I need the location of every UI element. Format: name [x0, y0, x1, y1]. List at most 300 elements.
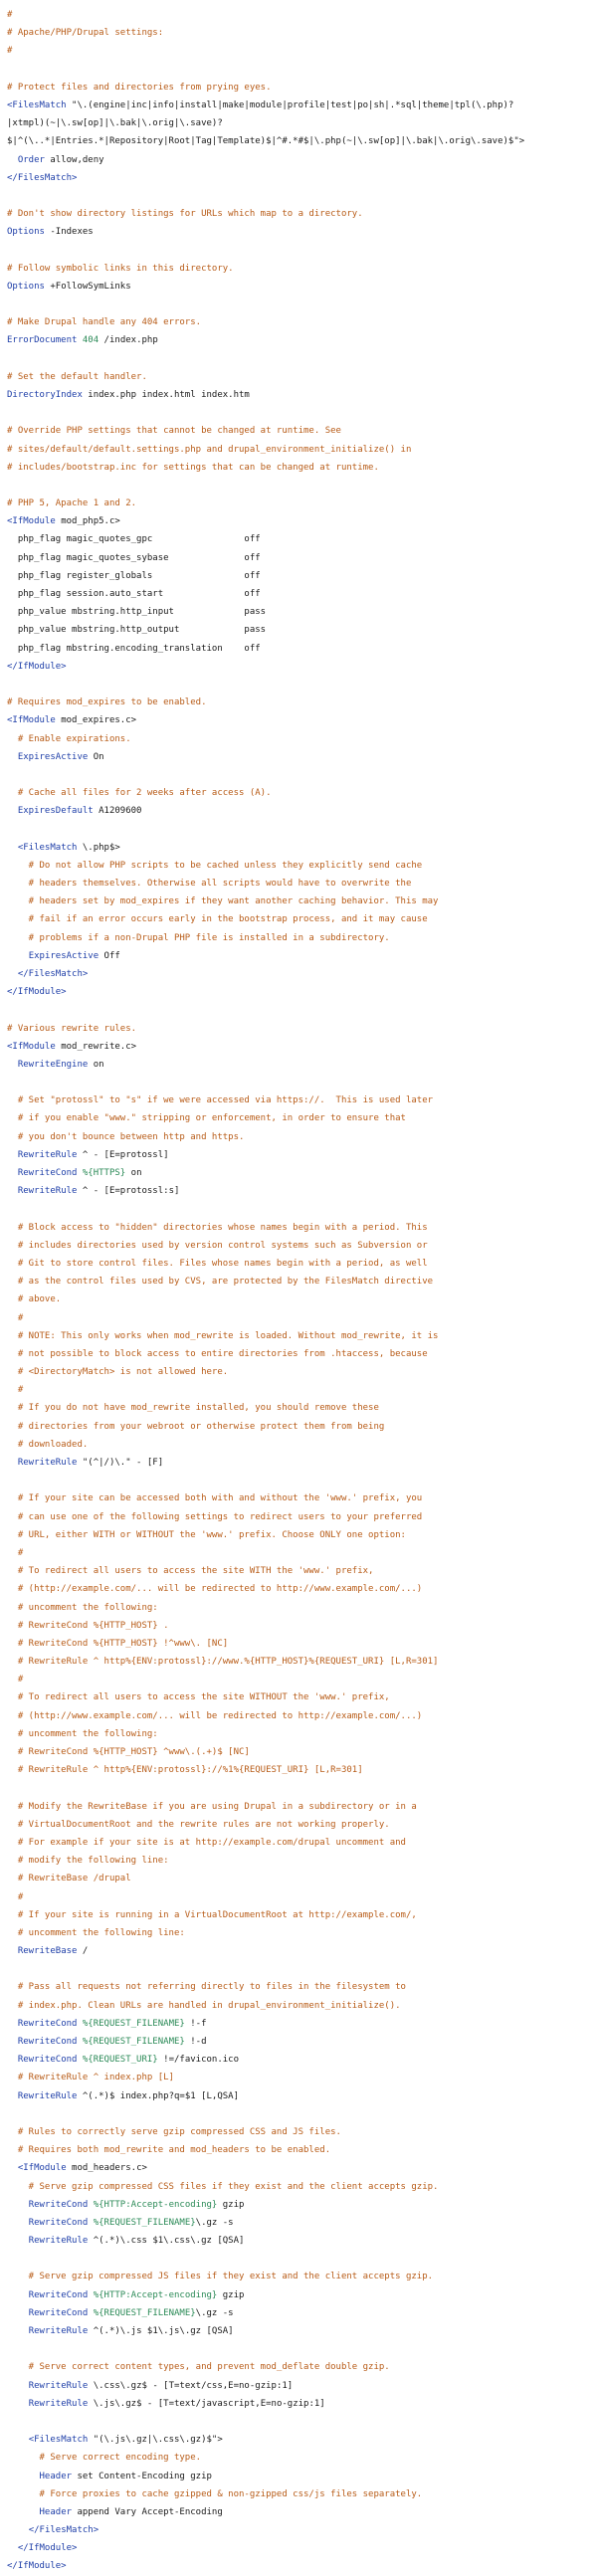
directive-token: RewriteCond — [28, 2217, 89, 2228]
code-line — [7, 1109, 597, 1127]
code-line — [7, 79, 597, 97]
code-line — [7, 223, 597, 241]
text-token — [7, 951, 29, 961]
text-token: ^(.*)\.css $1\.css\.gz [QSA] — [88, 2236, 245, 2247]
comment-token: # If your site can be accessed both with and without the 'www.' prefix, you — [7, 1493, 423, 1504]
code-line — [7, 1327, 597, 1345]
variable-token: %{REQUEST_FILENAME} — [77, 2018, 185, 2029]
comment-token: # above. — [7, 1294, 62, 1305]
comment-token: # For example if your site is at http://example.com/drupal uncomment and — [7, 1837, 406, 1848]
code-line — [7, 1653, 597, 1671]
variable-token: %{HTTPS} — [77, 1168, 126, 1178]
code-line — [7, 711, 597, 729]
directive-token: <IfModule — [17, 2163, 67, 2174]
code-line — [7, 2069, 597, 2086]
directive-token: RewriteRule — [28, 2380, 89, 2391]
directive-token: RewriteCond — [17, 2018, 78, 2029]
comment-token: # Rules to correctly serve gzip compressed CSS and JS files. — [7, 2126, 341, 2137]
code-line — [7, 1290, 597, 1308]
code-line — [7, 386, 597, 404]
code-line — [7, 929, 597, 947]
code-line — [7, 441, 597, 459]
code-line — [7, 1489, 597, 1507]
code-line — [7, 2159, 597, 2177]
code-line — [7, 1056, 597, 1074]
code-line — [7, 1834, 597, 1852]
code-line — [7, 1870, 597, 1887]
code-line — [7, 603, 597, 621]
code-line — [7, 6, 597, 24]
variable-token: %{HTTP:Accept-encoding} — [88, 2289, 218, 2300]
text-token: gzip — [217, 2289, 245, 2300]
code-line — [7, 983, 597, 1001]
text-token — [7, 2236, 29, 2246]
comment-token: # RewriteRule ^ index.php [L] — [7, 2073, 174, 2083]
code-line — [7, 1128, 597, 1146]
comment-token: # sites/default/default.settings.php and drupal_environment_initialize() in — [7, 444, 412, 455]
code-line — [7, 1219, 597, 1237]
comment-token: # Pass all requests not referring directly to files in the filesystem to — [7, 1982, 406, 1993]
text-token — [7, 155, 18, 165]
code-line — [7, 748, 597, 766]
code-line — [7, 585, 597, 603]
code-line — [7, 1978, 597, 1996]
comment-token: # can use one of the following settings to redirect users to your preferred — [7, 1511, 423, 1522]
text-token — [7, 2543, 18, 2553]
code-line — [7, 820, 597, 838]
text-token: mod_headers.c> — [66, 2163, 147, 2174]
code-line — [7, 2503, 597, 2521]
comment-token: # — [7, 1675, 24, 1685]
code-line — [7, 1363, 597, 1381]
code-line — [7, 1960, 597, 1978]
code-line — [7, 910, 597, 928]
comment-token: # — [7, 1547, 24, 1558]
code-line — [7, 2232, 597, 2250]
code-line — [7, 1020, 597, 1038]
code-line — [7, 42, 597, 60]
comment-token: # RewriteRule ^ http%{ENV:protossl}://%1%{REQUEST_URI} [L,R=301] — [7, 1765, 363, 1776]
comment-token: # Set "protossl" to "s" if we were accessed via https://. This is used later — [7, 1095, 434, 1106]
code-line — [7, 567, 597, 585]
comment-token: # To redirect all users to access the site WITHOUT the 'www.' prefix, — [7, 1692, 390, 1703]
text-token: php_value mbstring.http_input pass — [7, 607, 267, 618]
text-token: ^(.*)\.js $1\.js\.gz [QSA] — [88, 2326, 234, 2336]
comment-token: # URL, either WITH or WITHOUT the 'www.' prefix. Choose ONLY one option: — [7, 1529, 406, 1540]
comment-token: # you don't bounce between http and https. — [7, 1131, 245, 1142]
code-line — [7, 331, 597, 349]
directive-token: <IfModule — [7, 1041, 56, 1052]
comment-token: # PHP 5, Apache 1 and 2. — [7, 498, 137, 509]
comment-token: # fail if an error occurs early in the bootstrap process, and it may cause — [7, 914, 428, 925]
text-token: \.php$> — [77, 842, 120, 853]
text-token — [7, 2507, 40, 2517]
directive-token: RewriteBase — [17, 1946, 78, 1957]
text-token — [7, 969, 18, 979]
code-line — [7, 1761, 597, 1779]
text-token: !=/favicon.ico — [157, 2055, 240, 2066]
directive-token: RewriteEngine — [17, 1059, 89, 1070]
text-token — [7, 2435, 29, 2445]
code-line — [7, 1779, 597, 1797]
comment-token: # RewriteBase /drupal — [7, 1874, 131, 1884]
code-line — [7, 2377, 597, 2395]
directive-token: Header — [39, 2506, 73, 2517]
directive-token: ExpiresActive — [28, 950, 100, 961]
text-token — [7, 2525, 29, 2535]
comment-token: # Modify the RewriteBase if you are using Drupal in a subdirectory or in a — [7, 1801, 417, 1812]
text-token — [7, 843, 18, 853]
text-token: allow,deny — [44, 154, 104, 165]
code-line — [7, 1164, 597, 1182]
code-line — [7, 1635, 597, 1653]
text-token — [7, 2019, 18, 2029]
text-token — [7, 1458, 18, 1468]
code-line — [7, 1526, 597, 1544]
directive-token: </IfModule> — [7, 2561, 67, 2572]
directive-token: ErrorDocument — [7, 335, 78, 346]
text-token: !-f — [184, 2018, 207, 2029]
comment-token: # downloaded. — [7, 1439, 89, 1450]
variable-token: %{HTTP:Accept-encoding} — [88, 2199, 218, 2210]
code-line — [7, 947, 597, 965]
text-token — [7, 2037, 18, 2047]
code-line — [7, 2521, 597, 2539]
code-line — [7, 1200, 597, 1218]
text-token: mod_expires.c> — [55, 715, 137, 726]
comment-token: # if you enable "www." stripping or enforcement, in order to ensure that — [7, 1113, 406, 1124]
text-token: \.js\.gz$ - [T=text/javascript,E=no-gzip:1] — [88, 2398, 325, 2409]
text-token — [7, 2381, 29, 2391]
text-token: ^(.*)$ index.php?q=$1 [L,QSA] — [77, 2090, 240, 2101]
comment-token: # problems if a non-Drupal PHP file is installed in a subdirectory. — [7, 932, 390, 943]
code-line — [7, 1472, 597, 1489]
code-line — [7, 1906, 597, 1924]
comment-token: # RewriteRule ^ http%{ENV:protossl}://www.%{HTTP_HOST}%{REQUEST_URI} [L,R=301] — [7, 1657, 439, 1668]
directive-token: Header — [39, 2471, 73, 2481]
text-token: php_flag register_globals off — [7, 570, 261, 581]
code-line — [7, 2413, 597, 2431]
text-token: !-d — [184, 2037, 207, 2047]
code-line — [7, 2051, 597, 2069]
comment-token: # If your site is running in a VirtualDocumentRoot at http://example.com/, — [7, 1909, 417, 1920]
comment-token: # VirtualDocumentRoot and the rewrite rules are not working properly. — [7, 1819, 390, 1830]
code-line — [7, 404, 597, 422]
code-line — [7, 169, 597, 187]
code-line — [7, 512, 597, 530]
code-line — [7, 694, 597, 711]
code-line — [7, 2557, 597, 2575]
comment-token: # RewriteCond %{HTTP_HOST} ^www\.(.+)$ [NC] — [7, 1747, 250, 1757]
code-line — [7, 260, 597, 278]
code-line — [7, 2304, 597, 2322]
directive-token: </FilesMatch> — [7, 172, 78, 183]
code-line — [7, 2539, 597, 2557]
directive-token: Order — [17, 154, 45, 165]
code-line — [7, 1816, 597, 1834]
code-line — [7, 459, 597, 477]
code-line — [7, 350, 597, 368]
comment-token: # headers set by mod_expires if they want another caching behavior. This may — [7, 896, 439, 907]
code-line — [7, 1888, 597, 1906]
directive-token: Options — [7, 281, 45, 292]
text-token: ^ - [E=protossl:s] — [77, 1186, 180, 1197]
comment-token: # Follow symbolic links in this directory. — [7, 263, 234, 274]
comment-token: # Apache/PHP/Drupal settings: — [7, 28, 164, 39]
code-line — [7, 97, 597, 114]
code-line — [7, 1381, 597, 1399]
comment-token: # headers themselves. Otherwise all scripts would have to overwrite the — [7, 879, 412, 889]
code-line — [7, 549, 597, 567]
code-line — [7, 1743, 597, 1761]
code-line — [7, 313, 597, 331]
text-token: ^ - [E=protossl] — [77, 1149, 169, 1160]
comment-token: # Enable expirations. — [7, 733, 131, 744]
code-line — [7, 24, 597, 42]
code-line — [7, 2468, 597, 2485]
directive-token: Options — [7, 227, 45, 238]
code-line — [7, 1001, 597, 1019]
code-line — [7, 2087, 597, 2105]
comment-token: # — [7, 1312, 24, 1323]
comment-token: # <DirectoryMatch> is not allowed here. — [7, 1367, 229, 1378]
code-line — [7, 1454, 597, 1472]
text-token: php_flag magic_quotes_sybase off — [7, 552, 261, 563]
directive-token: <FilesMatch — [7, 99, 67, 110]
comment-token: # as the control files used by CVS, are protected by the FilesMatch directive — [7, 1277, 434, 1288]
text-token: "(^|/)\." - [F] — [77, 1458, 164, 1468]
comment-token: # If you do not have mod_rewrite installed, you should remove these — [7, 1403, 379, 1414]
code-line — [7, 1725, 597, 1743]
code-line — [7, 1182, 597, 1200]
directive-token: </FilesMatch> — [17, 968, 89, 979]
comment-token: # Block access to "hidden" directories whose names begin with a period. This — [7, 1222, 428, 1233]
text-token: On — [88, 751, 104, 762]
comment-token: # Various rewrite rules. — [7, 1023, 137, 1034]
text-token: set Content-Encoding gzip — [72, 2471, 212, 2481]
comment-token: # modify the following line: — [7, 1856, 169, 1867]
code-line — [7, 114, 597, 132]
code-line — [7, 1997, 597, 2015]
code-line — [7, 1924, 597, 1942]
code-line — [7, 1436, 597, 1454]
text-token — [7, 1186, 18, 1196]
code-line — [7, 61, 597, 79]
code-line — [7, 2033, 597, 2051]
text-token: php_flag magic_quotes_gpc off — [7, 534, 261, 545]
text-token: on — [125, 1168, 142, 1178]
directive-token: DirectoryIndex — [7, 389, 83, 400]
code-line — [7, 495, 597, 512]
code-line — [7, 2431, 597, 2449]
text-token: \.css\.gz$ - [T=text/css,E=no-gzip:1] — [88, 2380, 294, 2391]
comment-token: # Force proxies to cache gzipped & non-gzipped css/js files separately. — [7, 2488, 423, 2499]
comment-token: # NOTE: This only works when mod_rewrite is loaded. Without mod_rewrite, it is — [7, 1330, 439, 1341]
comment-token: # RewriteCond %{HTTP_HOST} !^www\. [NC] — [7, 1638, 229, 1649]
code-line — [7, 802, 597, 820]
comment-token: # not possible to block access to entire directories from .htaccess, because — [7, 1348, 428, 1359]
code-line — [7, 621, 597, 639]
text-token: gzip — [217, 2199, 245, 2210]
code-line — [7, 1562, 597, 1580]
code-line — [7, 1038, 597, 1056]
code-line — [7, 640, 597, 658]
code-line — [7, 2178, 597, 2196]
directive-token: RewriteCond — [28, 2199, 89, 2210]
comment-token: # Override PHP settings that cannot be changed at runtime. See — [7, 426, 341, 437]
comment-token: # (http://example.com/... will be redirected to http://www.example.com/...) — [7, 1584, 423, 1595]
variable-token: %{REQUEST_FILENAME} — [77, 2037, 185, 2047]
text-token — [7, 2326, 29, 2336]
comment-token: # includes directories used by version control systems such as Subversion or — [7, 1240, 428, 1251]
comment-token: # Set the default handler. — [7, 371, 147, 382]
code-line — [7, 187, 597, 205]
code-line — [7, 875, 597, 892]
directive-token: RewriteRule — [28, 2326, 89, 2336]
code-line — [7, 857, 597, 875]
comment-token: # Git to store control files. Files whose names begin with a period, as well — [7, 1258, 428, 1269]
text-token — [7, 2399, 29, 2409]
code-line — [7, 1074, 597, 1091]
comment-token: # To redirect all users to access the site WITH the 'www.' prefix, — [7, 1566, 374, 1577]
text-token: -Indexes — [44, 227, 94, 238]
code-line — [7, 1399, 597, 1417]
text-token: php_value mbstring.http_output pass — [7, 625, 267, 636]
code-line — [7, 530, 597, 548]
code-line — [7, 1688, 597, 1706]
code-line — [7, 1798, 597, 1816]
code-line — [7, 422, 597, 440]
code-line — [7, 1255, 597, 1273]
code-line — [7, 730, 597, 748]
code-line — [7, 241, 597, 259]
variable-token: 404 — [77, 335, 100, 346]
text-token: +FollowSymLinks — [44, 281, 131, 292]
comment-token: # Serve gzip compressed CSS files if they exist and the client accepts gzip. — [7, 2181, 439, 2192]
text-token: \.gz -s — [195, 2307, 234, 2318]
directive-token: <FilesMatch — [28, 2435, 89, 2446]
text-token: \.gz -s — [195, 2217, 234, 2228]
comment-token: # index.php. Clean URLs are handled in drupal_environment_initialize(). — [7, 2000, 401, 2011]
code-line — [7, 1309, 597, 1327]
text-token: Off — [99, 950, 120, 961]
variable-token: %{REQUEST_FILENAME} — [88, 2217, 196, 2228]
directive-token: RewriteRule — [28, 2236, 89, 2247]
text-token — [7, 2163, 18, 2173]
text-token — [7, 2290, 29, 2300]
comment-token: # — [7, 1385, 24, 1396]
directive-token: RewriteCond — [17, 2055, 78, 2066]
code-line — [7, 278, 597, 296]
code-line — [7, 1508, 597, 1526]
text-token: /index.php — [99, 335, 158, 346]
text-token — [7, 1168, 18, 1178]
text-token: on — [88, 1059, 104, 1070]
comment-token: # Serve correct encoding type. — [7, 2453, 202, 2464]
directive-token: RewriteRule — [17, 1186, 78, 1197]
code-line — [7, 2358, 597, 2376]
code-line — [7, 1273, 597, 1290]
code-line — [7, 2449, 597, 2467]
comment-token: # Requires both mod_rewrite and mod_headers to be enabled. — [7, 2145, 331, 2156]
comment-token: # Requires mod_expires to be enabled. — [7, 697, 207, 708]
text-token: mod_php5.c> — [55, 516, 120, 527]
comment-token: # uncomment the following: — [7, 1602, 158, 1613]
code-line — [7, 766, 597, 784]
directive-token: RewriteRule — [17, 2090, 78, 2101]
code-line — [7, 1617, 597, 1635]
code-line — [7, 205, 597, 223]
code-line — [7, 2250, 597, 2268]
text-token — [7, 1946, 18, 1956]
code-line — [7, 2105, 597, 2123]
code-line — [7, 2196, 597, 2214]
comment-token: # uncomment the following: — [7, 1728, 158, 1739]
variable-token: %{REQUEST_URI} — [77, 2055, 158, 2066]
code-line — [7, 1091, 597, 1109]
code-line — [7, 1345, 597, 1363]
comment-token: # Do not allow PHP scripts to be cached unless they explicitly send cache — [7, 860, 423, 871]
code-line — [7, 368, 597, 386]
text-token — [7, 2218, 29, 2228]
code-line — [7, 2286, 597, 2304]
directive-token: </IfModule> — [7, 987, 67, 998]
text-token — [7, 1150, 18, 1160]
code-line — [7, 1599, 597, 1617]
variable-token: %{REQUEST_FILENAME} — [88, 2307, 196, 2318]
code-line — [7, 132, 597, 150]
comment-token: # Don't show directory listings for URLs which map to a directory. — [7, 209, 363, 220]
comment-token: # includes/bootstrap.inc for settings that can be changed at runtime. — [7, 462, 379, 473]
code-line — [7, 1544, 597, 1562]
comment-token: # Serve gzip compressed JS files if they exist and the client accepts gzip. — [7, 2272, 434, 2282]
text-token — [7, 2055, 18, 2065]
comment-token: # Serve correct content types, and prevent mod_deflate double gzip. — [7, 2362, 390, 2373]
comment-token: # Make Drupal handle any 404 errors. — [7, 317, 202, 328]
code-line — [7, 2015, 597, 2033]
code-line — [7, 1707, 597, 1725]
code-line — [7, 151, 597, 169]
text-token — [7, 752, 18, 762]
text-token: php_flag mbstring.encoding_translation off — [7, 643, 261, 654]
code-line — [7, 676, 597, 694]
comment-token: # RewriteCond %{HTTP_HOST} . — [7, 1620, 169, 1631]
text-token: $|^(\..*|Entries.*|Repository|Root|Tag|Template)$|^#.*#$|\.php(~|\.sw[op]|\.bak|\.orig\.save)$"> — [7, 136, 525, 147]
directive-token: RewriteRule — [17, 1458, 78, 1468]
directive-token: <FilesMatch — [17, 842, 78, 853]
directive-token: RewriteCond — [17, 2037, 78, 2047]
directive-token: </FilesMatch> — [28, 2525, 100, 2536]
text-token: "\.(engine|inc|info|install|make|module|profile|test|po|sh|.*sql|theme|tpl(\.php)? — [66, 99, 514, 110]
comment-token: # — [7, 1891, 24, 1902]
code-line — [7, 1671, 597, 1688]
text-token: "(\.js\.gz|\.css\.gz)$"> — [88, 2435, 223, 2446]
code-line — [7, 2340, 597, 2358]
directive-token: ExpiresDefault — [17, 806, 94, 817]
text-token: / — [77, 1946, 89, 1957]
code-line — [7, 658, 597, 676]
directive-token: RewriteRule — [17, 1149, 78, 1160]
code-line — [7, 2485, 597, 2503]
text-token: index.php index.html index.htm — [82, 389, 250, 400]
directive-token: RewriteCond — [17, 1168, 78, 1178]
comment-token: # uncomment the following line: — [7, 1927, 185, 1938]
comment-token: # Cache all files for 2 weeks after access (A). — [7, 788, 272, 799]
directive-token: ExpiresActive — [17, 751, 89, 762]
code-line — [7, 2141, 597, 2159]
comment-token: # — [7, 46, 13, 57]
directive-token: </IfModule> — [17, 2543, 78, 2554]
